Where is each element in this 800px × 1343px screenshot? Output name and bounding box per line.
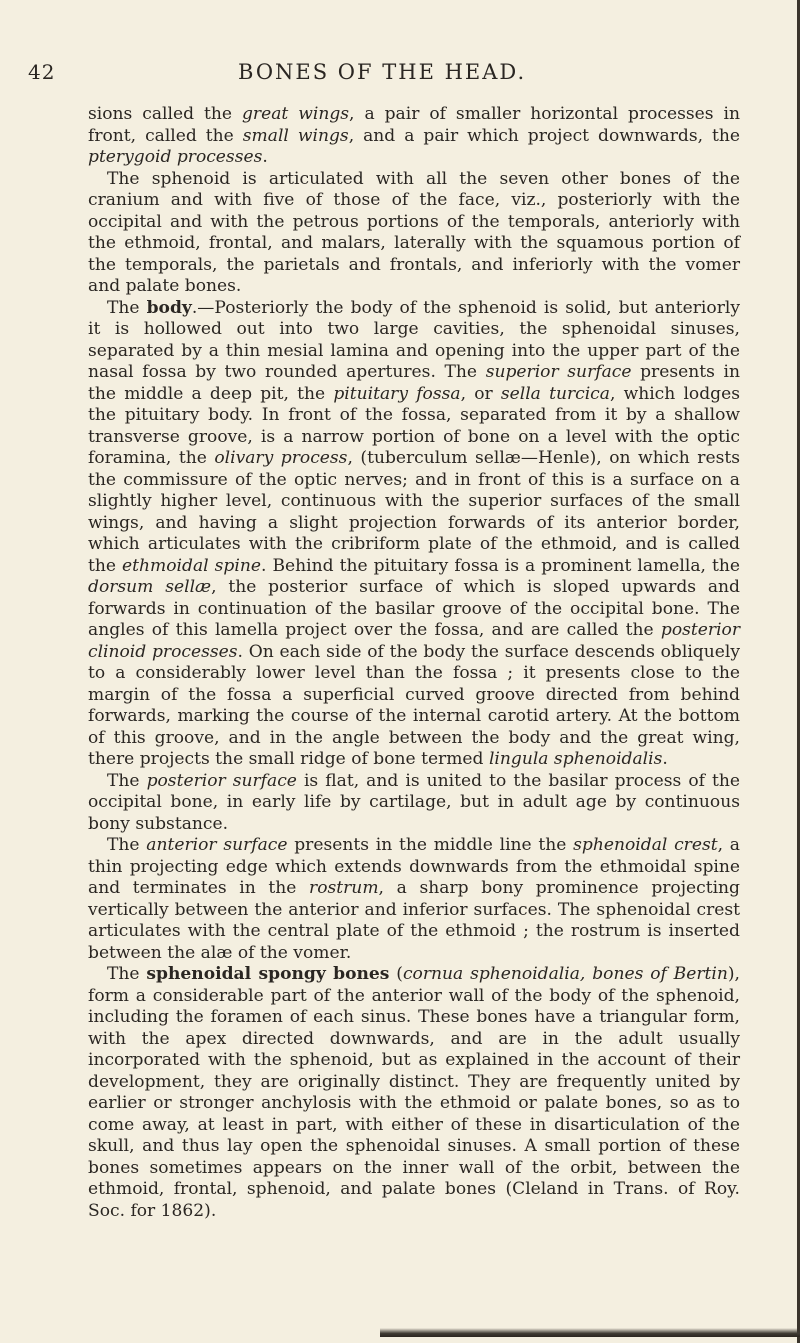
text-run: ), form a considerable part of the anterior wall of the body of the sphenoid, including the foramen of each sinus. These bones have a triangular form, with the apex directed downwards, and are in the adult usually incorporated with the sphenoid, but as explained in the account of their development, they are originally distinct. They are frequently united by earlier or stronger anchylosis with the ethmoid or palate bones, so as to come away, at least in part, with either of these in disarticulation of the skull, and thus lay open the sphenoidal sinuses. A small portion of these bones sometimes appears on the inner wall of the orbit, between the ethmoid, frontal, sphenoid, and palate bones (Cleland in Trans. of Roy. Soc. for 1862). xyxy=(88,964,740,1221)
text-run: . xyxy=(262,147,268,167)
body-text xyxy=(88,104,740,1222)
paragraph xyxy=(88,169,740,298)
paragraph xyxy=(88,964,740,1222)
paragraph xyxy=(88,298,740,771)
italic-term: pterygoid processes xyxy=(88,147,263,167)
italic-term: dorsum sellæ xyxy=(88,577,212,597)
bottom-shadow xyxy=(380,1328,800,1337)
paragraph xyxy=(88,104,740,169)
text-run: The sphenoid is articulated with all the seven other bones of the cranium and with five of those of the face, viz., posteriorly with the occipital and with the petrous portions of the temporals, anteriorly with the ethmoid, frontal, and malars, laterally with the squamous portion of the temporals, the parietals and frontals, and inferiorly with the vomer and palate bones. xyxy=(88,168,740,296)
italic-term: posterior clinoid processes xyxy=(88,620,740,662)
text-run: , and a pair which project downwards, the xyxy=(348,125,740,146)
italic-term: sphenoidal crest xyxy=(573,835,718,855)
text-run: , a sharp bony prominence projecting vertically between the anterior and inferior surfaces. The sphenoidal crest articulates with the central plate of the ethmoid ; the rostrum is inserted between the alæ of the vomer. xyxy=(88,878,740,963)
bold-heading: body xyxy=(146,297,192,318)
italic-term: superior surface xyxy=(485,362,632,382)
text-run: presents in the middle a deep pit, the xyxy=(88,362,740,404)
text-run: , the posterior surface of which is sloped upwards and forwards in continuation of the basilar groove of the occipital bone. The angles of this lamella project over the fossa, and are called the xyxy=(88,577,741,640)
italic-term: olivary process xyxy=(214,448,348,468)
text-run: , (tuberculum sellæ—Henle), on which rests the commissure of the optic nerves; and in front of this is a surface on a slightly higher level, continuous with the superior surfaces of the small wings, and having a slight projection forwards of its anterior border, which articulates with the cribriform plate of the ethmoid, and is called the xyxy=(88,448,740,576)
italic-term: posterior surface xyxy=(146,770,297,791)
paragraph xyxy=(88,835,740,964)
text-run: . Behind the pituitary fossa is a prominent lamella, the xyxy=(260,555,740,576)
italic-term: sella turcica xyxy=(500,383,610,404)
italic-term: lingula sphenoidalis xyxy=(488,749,663,769)
italic-term: ethmoidal spine xyxy=(122,555,261,576)
text-run: The xyxy=(107,835,147,855)
text-run: presents in the middle line the xyxy=(287,835,574,855)
text-run: .—Posteriorly the body of the sphenoid is solid, but anteriorly it is hollowed out into two large cavities, the sphenoidal sinuses, separated by a thin mesial lamina and opening into the upper part of the nasal fossa by two rounded apertures. The xyxy=(88,297,740,382)
italic-term: great wings xyxy=(241,104,350,124)
running-head: BONES OF THE HEAD. xyxy=(238,60,527,84)
italic-term: small wings xyxy=(242,125,349,146)
text-run: . On each side of the body the surface descends obliquely to a considerably lower level than the fossa ; it presents close to the margin of the fossa a superficial curved groove directed from behind forwards, marking the course of the internal carotid artery. At the bottom of this groove, and in the angle between the body and the great wing, there projects the small ridge of bone termed xyxy=(88,641,740,769)
bold-heading: sphenoidal spongy bones xyxy=(146,964,390,984)
italic-term: pituitary fossa xyxy=(333,383,461,404)
italic-term: rostrum xyxy=(309,878,379,898)
paragraph xyxy=(88,771,740,836)
text-run: ( xyxy=(389,964,403,984)
text-run: , or xyxy=(460,383,501,404)
text-run: , a pair of smaller horizontal processes in front, called the xyxy=(88,104,740,146)
text-run: , a thin projecting edge which extends downwards from the ethmoidal spine and terminates in the xyxy=(88,835,740,898)
italic-term: cornua sphenoidalia, bones of Bertin xyxy=(402,964,728,984)
text-run: The xyxy=(107,297,147,318)
page-number: 42 xyxy=(28,60,56,84)
text-run: The xyxy=(107,964,147,984)
text-run: The xyxy=(107,770,147,791)
text-run: is flat, and is united to the basilar process of the occipital bone, in early life by cartilage, but in adult age by continuous bony substance. xyxy=(88,770,740,834)
italic-term: anterior surface xyxy=(146,835,288,855)
text-run: sions called the xyxy=(88,104,242,124)
text-run: . xyxy=(662,749,668,769)
text-run: , which lodges the pituitary body. In front of the fossa, separated from it by a shallow transverse groove, is a narrow portion of bone on a level with the optic foramina, the xyxy=(88,383,740,468)
